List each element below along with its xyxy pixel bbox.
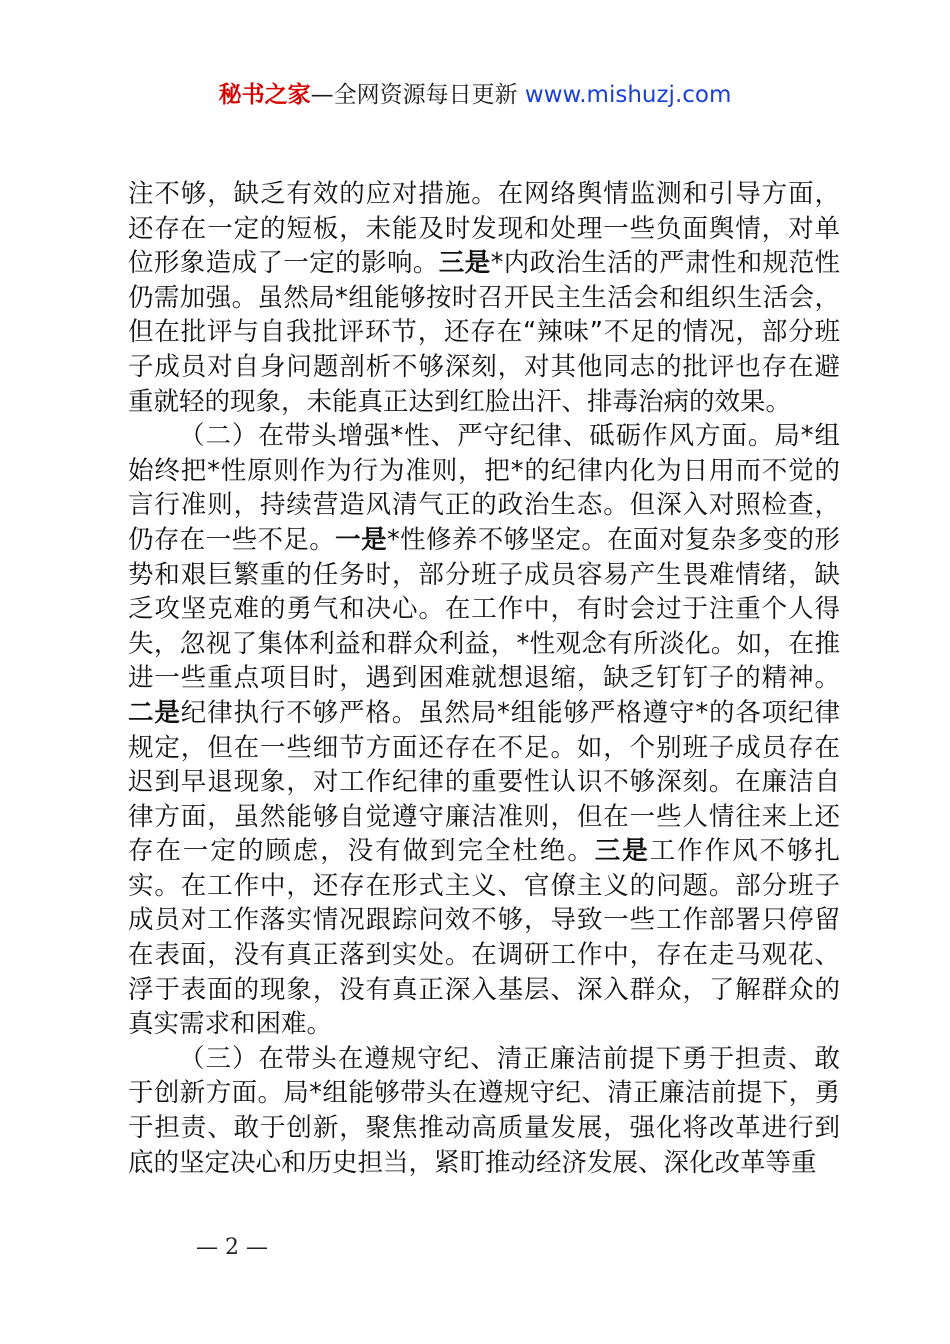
text-run: （三）在带头在遵规守纪、清正廉洁前提下勇于担责、敢于创新方面。局*组能够带头在遵规守纪、清正廉洁前提下，勇于担责、敢于创新，聚焦推动高质量发展，强化将改革进行到底的坚定决心和历史担当，紧盯推动经济发展、深化改革等重 bbox=[128, 1043, 840, 1178]
site-brand: 秘书之家 bbox=[218, 82, 311, 108]
paragraph-3 bbox=[128, 1042, 840, 1180]
document-body bbox=[128, 177, 840, 1180]
emphasis-run: 二是 bbox=[128, 697, 181, 728]
emphasis-run: 三是 bbox=[438, 248, 491, 279]
text-run: 注不够，缺乏有效的应对措施。在网络舆情监测和引导方面，还存在一定的短板，未能及时发现和处理一些负面舆情，对单位形象造成了一定的影响。 bbox=[128, 179, 840, 279]
text-run: 工作作风不够扎实。在工作中，还存在形式主义、官僚主义的问题。部分班子成员对工作落实情况跟踪问效不够，导致一些工作部署只停留在表面，没有真正落到实处。在调研工作中，存在走马观花、浮于表面的现象，没有真正深入基层、深入群众，了解群众的真实需求和困难。 bbox=[128, 836, 840, 1040]
paragraph-2 bbox=[128, 419, 840, 1042]
emphasis-run: 一是 bbox=[335, 524, 387, 555]
site-tagline: —全网资源每日更新 bbox=[310, 82, 525, 108]
text-run: *内政治生活的严肃性和规范性仍需加强。虽然局*组能够按时召开民主生活会和组织生活会，但在批评与自我批评环节，还存在“辣味”不足的情况，部分班子成员对自身问题剖析不够深刻，对其他同志的批评也存在避重就轻的现象，未能真正达到红脸出汗、排毒治病的效果。 bbox=[128, 248, 840, 417]
page-header bbox=[0, 78, 950, 112]
site-url-link[interactable]: www.mishuzj.com bbox=[524, 82, 732, 108]
emphasis-run: 三是 bbox=[594, 836, 650, 867]
paragraph-1 bbox=[128, 177, 840, 419]
page-number: — 2 — bbox=[196, 1235, 268, 1260]
text-run: （二）在带头增强*性、严守纪律、砥砺作风方面。局*组始终把*性原则作为行为准则，把*的纪律内化为日用而不觉的言行准则，持续营造风清气正的政治生态。但深入对照检查，仍存在一些不足。 bbox=[128, 421, 840, 555]
text-run: *性修养不够坚定。在面对复杂多变的形势和艰巨繁重的任务时，部分班子成员容易产生畏难情绪，缺乏攻坚克难的勇气和决心。在工作中，有时会过于注重个人得失，忽视了集体利益和群众利益，*性观念有所淡化。如，在推进一些重点项目时，遇到困难就想退缩，缺乏钉钉子的精神。 bbox=[128, 524, 840, 694]
text-run: 纪律执行不够严格。虽然局*组能够严格遵守*的各项纪律规定，但在一些细节方面还存在不足。如，个别班子成员存在迟到早退现象，对工作纪律的重要性认识不够深刻。在廉洁自律方面，虽然能够自觉遵守廉洁准则，但在一些人情往来上还存在一定的顾虑，没有做到完全杜绝。 bbox=[128, 697, 840, 867]
